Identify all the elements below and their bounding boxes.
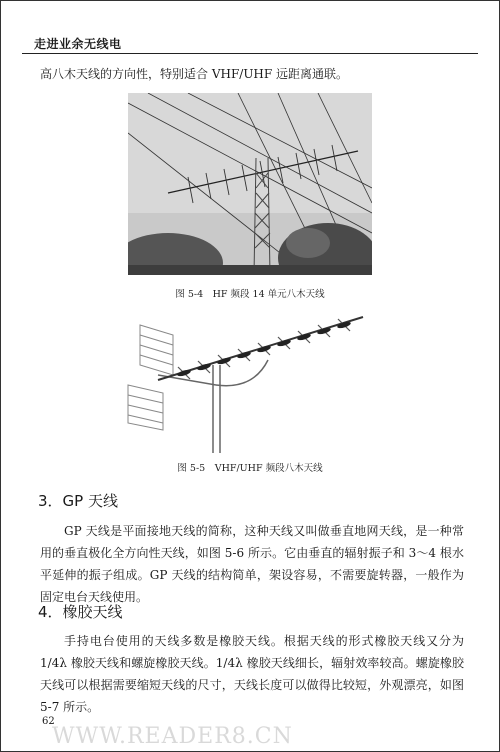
- yagi-tower-photo: [128, 93, 372, 275]
- vhf-uhf-yagi-drawing: [118, 305, 388, 453]
- running-header: [22, 33, 478, 54]
- page-number: 62: [42, 716, 55, 727]
- book-title: 走进业余无线电: [34, 37, 122, 51]
- section-body-gp-antenna: GP 天线是平面接地天线的简称，这种天线又叫做垂直地网天线，是一种常用的垂直极化全方向性天线，如图 5-6 所示。它由垂直的辐射振子和 3～4 根水平延伸的振子组成。GP 天线的结构简单，架设容易，不需要旋转器，一般作为固定电台天线使用。: [40, 524, 464, 604]
- site-watermark: WWW.READER8.CN: [52, 724, 293, 749]
- section-heading-gp-antenna: 3．GP 天线: [38, 492, 118, 510]
- figure-caption-5-5: 图 5-5 VHF/UHF 频段八木天线: [177, 463, 323, 474]
- section-body-rubber-antenna: 手持电台使用的天线多数是橡胶天线。根据天线的形式橡胶天线又分为 1/4λ 橡胶天线和螺旋橡胶天线。1/4λ 橡胶天线细长，辐射效率较高。螺旋橡胶天线可以根据需要缩短天线的尺寸，天线长度可以做得比较短，外观漂亮，如图 5-7 所示。: [40, 634, 464, 714]
- intro-paragraph: 高八木天线的方向性，特别适合 VHF/UHF 远距离通联。: [40, 67, 349, 81]
- section-heading-rubber-antenna: 4．橡胶天线: [38, 603, 123, 621]
- figure-caption-5-4: 图 5-4 HF 频段 14 单元八木天线: [175, 289, 325, 300]
